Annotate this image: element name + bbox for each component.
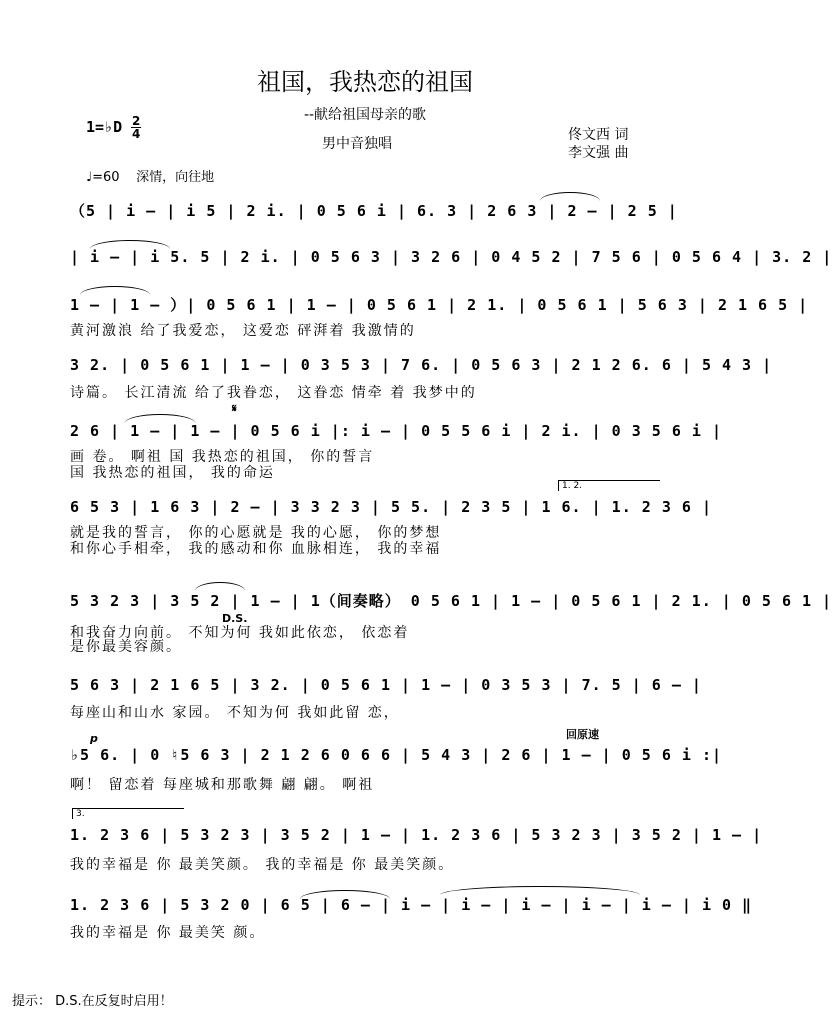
slur bbox=[125, 414, 195, 423]
notation-line-4: 3 2. | 0 5 6 1 | 1 – | 0 3 5 3 | 7 6. | 0 5 6 3 | 2 1 2 6. 6 | 5 4 3 | bbox=[70, 356, 773, 374]
notation-line-10: 1. 2 3 6 | 5 3 2 3 | 3 5 2 | 1 – | 1. 2 3 6 | 5 3 2 3 | 3 5 2 | 1 – | bbox=[70, 826, 763, 844]
volta-1-2: 1. 2. bbox=[558, 480, 660, 491]
segno-sign: 𝄋 bbox=[232, 402, 237, 415]
dynamic-p: p bbox=[90, 732, 98, 745]
notation-line-8: 5 6 3 | 2 1 6 5 | 3 2. | 0 5 6 1 | 1 – | 0 3 5 3 | 7. 5 | 6 – | bbox=[70, 676, 702, 694]
time-bottom: 4 bbox=[132, 127, 141, 141]
time-signature bbox=[131, 115, 141, 140]
notation-line-9: ♭5 6. | 0 ♮5 6 3 | 2 1 2 6 0 6 6 | 5 4 3 | 2 6 | 1 – | 0 5 6 i :| bbox=[70, 746, 722, 764]
time-top: 2 bbox=[132, 114, 141, 128]
lyric-line-10: 我的幸福是 你 最美笑颜。 我的幸福是 你 最美笑颜。 bbox=[70, 857, 455, 873]
lyricist-credit: 佟文西 词 bbox=[568, 127, 629, 143]
lyric-line-3: 黄河激浪 给了我爱恋， 这爱恋 砰湃着 我激情的 bbox=[70, 323, 416, 339]
performance-note: 男中音独唱 bbox=[322, 136, 392, 152]
lyric-line-7b: 是你最美容颜。 bbox=[70, 639, 182, 655]
slur bbox=[300, 890, 390, 899]
composer-credit: 李文强 曲 bbox=[568, 145, 629, 161]
lyric-line-9: 啊！ 留恋着 每座城和那歌舞 翩 翩。 啊祖 bbox=[70, 777, 375, 793]
footer-note: 提示： D.S.在反复时启用！ bbox=[12, 994, 173, 1009]
key-signature: 1=♭D bbox=[86, 118, 123, 136]
song-title: 祖国，我热恋的祖国 bbox=[257, 68, 473, 96]
slur bbox=[195, 582, 245, 591]
lyric-line-5: 画 卷。 啊祖 国 我热恋的祖国， 你的誓言 bbox=[70, 449, 375, 465]
tempo-marking bbox=[86, 166, 214, 185]
slur bbox=[90, 240, 170, 249]
volta-3: 3. bbox=[72, 808, 184, 819]
lyric-line-7: 和我奋力向前。 不知为何 我如此依恋， 依恋着 bbox=[70, 625, 410, 641]
notation-line-7: 5 3 2 3 | 3 5 2 | 1 – | 1（间奏略） 0 5 6 1 | 1 – | 0 5 6 1 | 2 1. | 0 5 6 1 | bbox=[70, 592, 832, 610]
lyric-line-6: 就是我的誓言， 你的心愿就是 我的心愿， 你的梦想 bbox=[70, 525, 442, 541]
notation-line-1: （5 | i – | i 5 | 2 i. | 0 5 6 i | 6. 3 | 2 6 3 | 2 – | 2 5 | bbox=[70, 202, 678, 220]
return-tempo-marker: 回原速 bbox=[566, 728, 599, 741]
lyric-line-4: 诗篇。 长江清流 给了我眷恋， 这眷恋 情牵 着 我梦中的 bbox=[70, 385, 477, 401]
notation-line-5: 2 6 | 1 – | 1 – | 0 5 6 i |: i – | 0 5 5 6 i | 2 i. | 0 3 5 6 i | bbox=[70, 422, 722, 440]
notation-line-11: 1. 2 3 6 | 5 3 2 0 | 6 5 | 6 – | i – | i – | i – | i – | i – | i 0 ‖ bbox=[70, 896, 753, 914]
lyric-line-11: 我的幸福是 你 最美笑 颜。 bbox=[70, 925, 266, 941]
slur bbox=[440, 886, 640, 895]
notation-line-6: 6 5 3 | 1 6 3 | 2 – | 3 3 2 3 | 5 5. | 2 3 5 | 1 6. | 1. 2 3 6 | bbox=[70, 498, 712, 516]
lyric-line-5b: 国 我热恋的祖国， 我的命运 bbox=[70, 465, 275, 481]
notation-line-2: | i – | i 5. 5 | 2 i. | 0 5 6 3 | 3 2 6 | 0 4 5 2 | 7 5 6 | 0 5 6 4 | 3. 2 | bbox=[70, 248, 832, 266]
slur bbox=[540, 192, 600, 201]
tempo-value: ♩=60 bbox=[86, 170, 120, 185]
lyric-line-6b: 和你心手相牵， 我的感动和你 血脉相连， 我的幸福 bbox=[70, 541, 442, 557]
slur bbox=[80, 286, 150, 295]
ds-marker: D.S. bbox=[222, 612, 248, 625]
expression-text: 深情，向往地 bbox=[136, 170, 215, 185]
song-subtitle: --献给祖国母亲的歌 bbox=[303, 107, 427, 123]
notation-line-3: 1 – | 1 – ）| 0 5 6 1 | 1 – | 0 5 6 1 | 2 1. | 0 5 6 1 | 5 6 3 | 2 1 6 5 | bbox=[70, 296, 809, 314]
lyric-line-8: 每座山和山水 家园。 不知为何 我如此留 恋， bbox=[70, 705, 400, 721]
